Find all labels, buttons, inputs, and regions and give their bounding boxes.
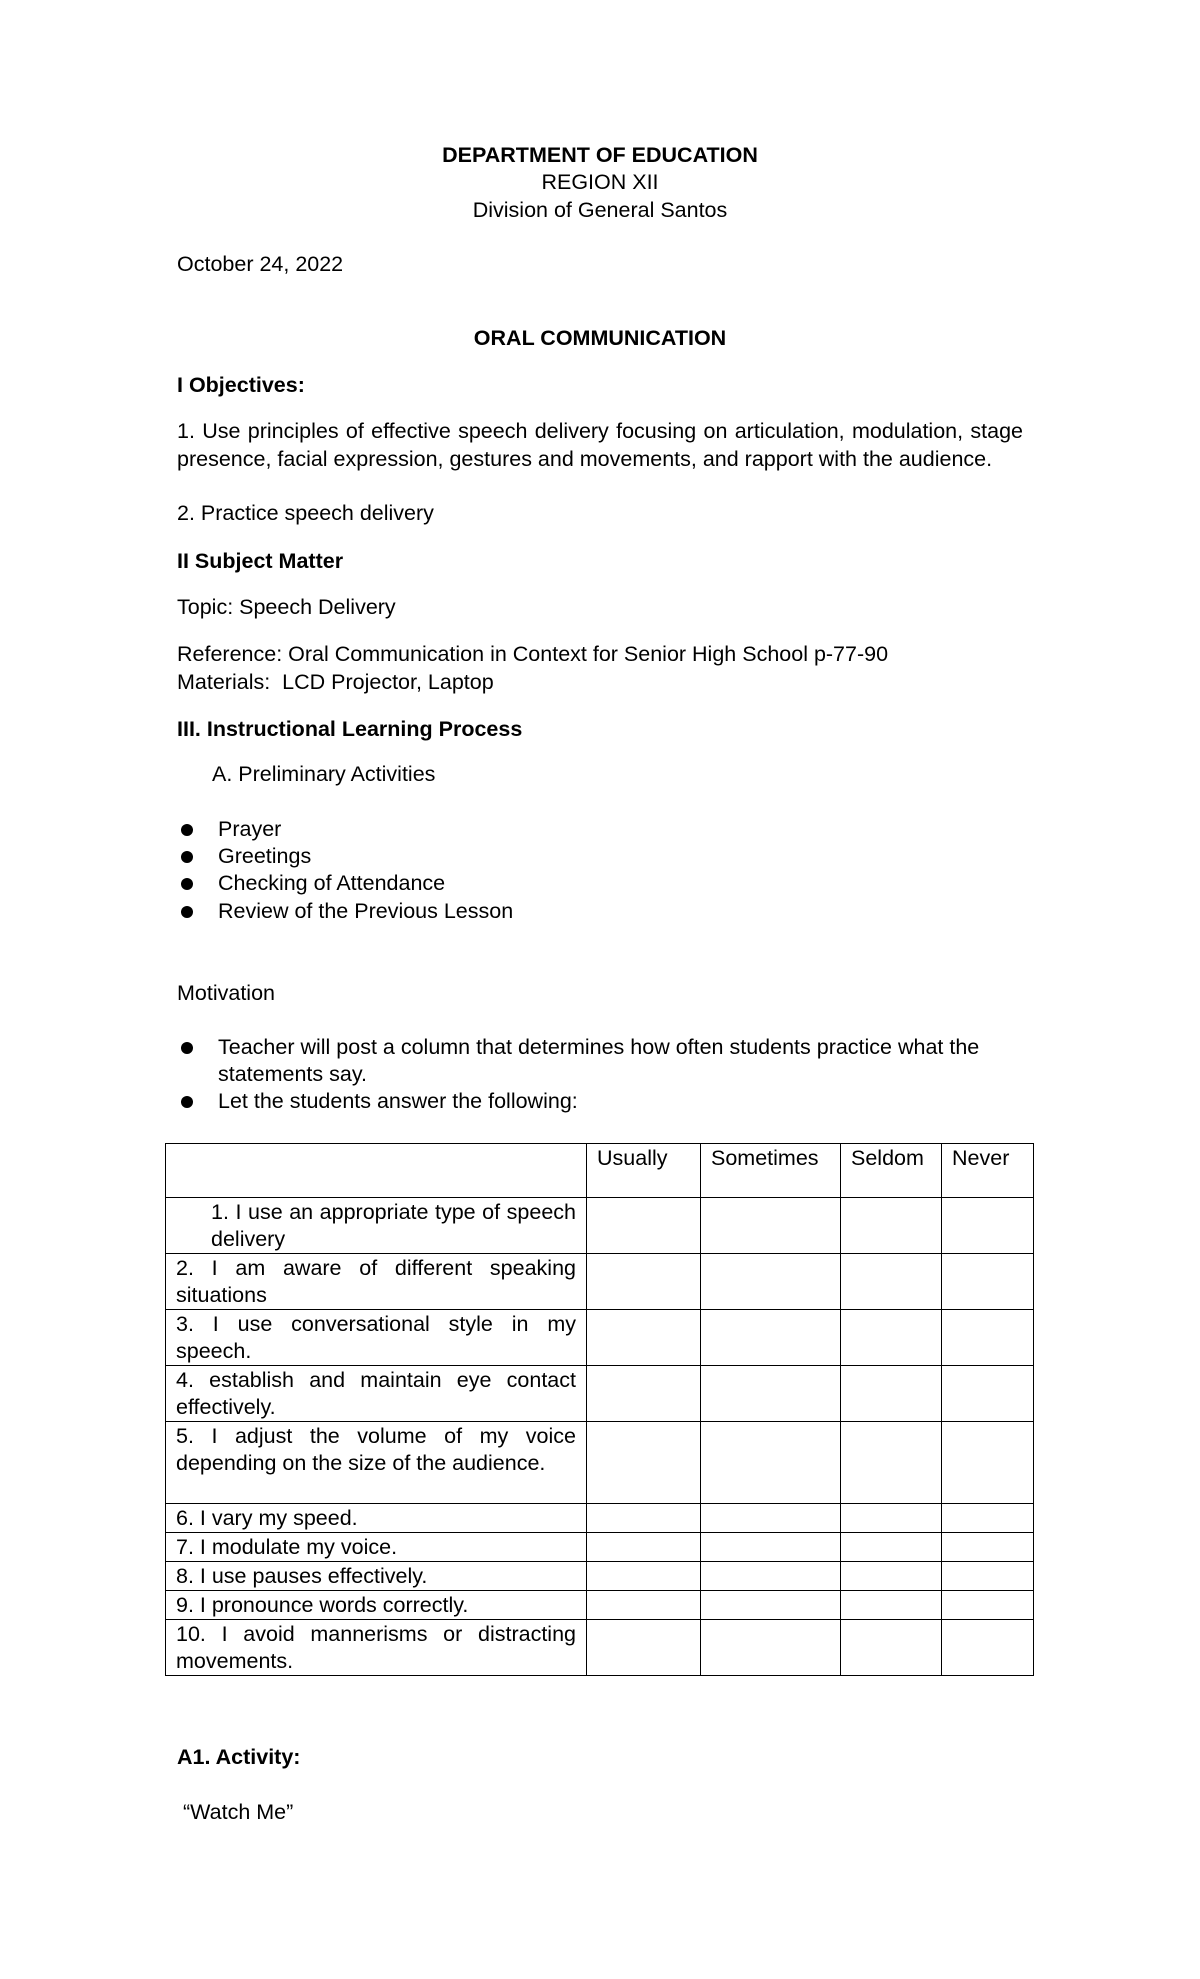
checkbox-cell[interactable] bbox=[841, 1533, 942, 1562]
table-row bbox=[166, 1620, 1034, 1676]
reference: Reference: Oral Communication in Context for Senior High School p-77-90 bbox=[177, 642, 889, 666]
checkbox-cell[interactable] bbox=[942, 1504, 1034, 1533]
table-row bbox=[166, 1591, 1034, 1620]
checkbox-cell[interactable] bbox=[701, 1198, 841, 1254]
column-header: Seldom bbox=[841, 1144, 942, 1198]
checkbox-cell[interactable] bbox=[587, 1591, 701, 1620]
checkbox-cell[interactable] bbox=[942, 1254, 1034, 1310]
checkbox-cell[interactable] bbox=[942, 1533, 1034, 1562]
checkbox-cell[interactable] bbox=[587, 1620, 701, 1676]
topic: Topic: Speech Delivery bbox=[177, 595, 396, 619]
table-row bbox=[166, 1562, 1034, 1591]
table-row bbox=[166, 1366, 1034, 1422]
motivation-heading: Motivation bbox=[177, 981, 275, 1005]
checkbox-cell[interactable] bbox=[587, 1198, 701, 1254]
statement: 5. I adjust the volume of my voice depending on the size of the audience. bbox=[166, 1422, 587, 1504]
column-header: Sometimes bbox=[701, 1144, 841, 1198]
statement: 3. I use conversational style in my speech. bbox=[166, 1310, 587, 1366]
checkbox-cell[interactable] bbox=[701, 1620, 841, 1676]
checkbox-cell[interactable] bbox=[587, 1366, 701, 1422]
checkbox-cell[interactable] bbox=[701, 1562, 841, 1591]
bullet-icon bbox=[181, 906, 193, 918]
list-item: Review of the Previous Lesson bbox=[218, 898, 513, 925]
checkbox-cell[interactable] bbox=[942, 1562, 1034, 1591]
table-row bbox=[166, 1198, 1034, 1254]
checkbox-cell[interactable] bbox=[701, 1422, 841, 1504]
checkbox-cell[interactable] bbox=[587, 1254, 701, 1310]
checkbox-cell[interactable] bbox=[942, 1591, 1034, 1620]
statement: 2. I am aware of different speaking situations bbox=[166, 1254, 587, 1310]
statement: 10. I avoid mannerisms or distracting movements. bbox=[166, 1620, 587, 1676]
division-heading: Division of General Santos bbox=[472, 198, 728, 222]
checkbox-cell[interactable] bbox=[841, 1366, 942, 1422]
list-item: Teacher will post a column that determines how often students practice what the statements say. bbox=[218, 1034, 1024, 1088]
self-assessment-table bbox=[165, 1143, 1034, 1676]
checkbox-cell[interactable] bbox=[701, 1533, 841, 1562]
department-heading: DEPARTMENT OF EDUCATION bbox=[442, 143, 758, 167]
preliminary-heading: A. Preliminary Activities bbox=[212, 762, 436, 786]
bullet-icon bbox=[181, 851, 193, 863]
date: October 24, 2022 bbox=[177, 252, 344, 276]
checkbox-cell[interactable] bbox=[701, 1254, 841, 1310]
table-row bbox=[166, 1422, 1034, 1504]
checkbox-cell[interactable] bbox=[587, 1422, 701, 1504]
checkbox-cell[interactable] bbox=[841, 1504, 942, 1533]
table-header-row bbox=[166, 1144, 1034, 1198]
list-item: Prayer bbox=[218, 816, 281, 843]
region-heading: REGION XII bbox=[541, 170, 659, 194]
list-item: Let the students answer the following: bbox=[218, 1088, 578, 1115]
objective-1: 1. Use principles of effective speech delivery focusing on articulation, modulation, stage presence, facial expression, gestures and movements, and rapport with the audience. bbox=[177, 419, 1023, 471]
list-item: Checking of Attendance bbox=[218, 870, 445, 897]
table-row bbox=[166, 1533, 1034, 1562]
checkbox-cell[interactable] bbox=[942, 1620, 1034, 1676]
checkbox-cell[interactable] bbox=[841, 1310, 942, 1366]
checkbox-cell[interactable] bbox=[701, 1366, 841, 1422]
activity-title: “Watch Me” bbox=[183, 1800, 294, 1824]
checkbox-cell[interactable] bbox=[701, 1310, 841, 1366]
statement: 8. I use pauses effectively. bbox=[166, 1562, 587, 1591]
bullet-icon bbox=[181, 878, 193, 890]
checkbox-cell[interactable] bbox=[587, 1310, 701, 1366]
checkbox-cell[interactable] bbox=[587, 1533, 701, 1562]
checkbox-cell[interactable] bbox=[701, 1591, 841, 1620]
document-title: ORAL COMMUNICATION bbox=[473, 326, 727, 350]
statement: 7. I modulate my voice. bbox=[166, 1533, 587, 1562]
checkbox-cell[interactable] bbox=[841, 1254, 942, 1310]
objectives-heading: I Objectives: bbox=[177, 373, 305, 397]
checkbox-cell[interactable] bbox=[701, 1504, 841, 1533]
bullet-icon bbox=[181, 824, 193, 836]
statement: 6. I vary my speed. bbox=[166, 1504, 587, 1533]
materials: Materials: LCD Projector, Laptop bbox=[177, 670, 494, 694]
checkbox-cell[interactable] bbox=[841, 1620, 942, 1676]
bullet-icon bbox=[181, 1042, 193, 1054]
bullet-icon bbox=[181, 1096, 193, 1108]
statement: 1. I use an appropriate type of speech delivery bbox=[166, 1198, 587, 1254]
checkbox-cell[interactable] bbox=[841, 1591, 942, 1620]
statement: 9. I pronounce words correctly. bbox=[166, 1591, 587, 1620]
activity-heading: A1. Activity: bbox=[177, 1745, 301, 1769]
process-heading: III. Instructional Learning Process bbox=[177, 717, 523, 741]
checkbox-cell[interactable] bbox=[841, 1198, 942, 1254]
checkbox-cell[interactable] bbox=[841, 1562, 942, 1591]
table-row bbox=[166, 1310, 1034, 1366]
table-row bbox=[166, 1254, 1034, 1310]
objective-2: 2. Practice speech delivery bbox=[177, 501, 434, 525]
checkbox-cell[interactable] bbox=[942, 1198, 1034, 1254]
table-row bbox=[166, 1504, 1034, 1533]
checkbox-cell[interactable] bbox=[942, 1422, 1034, 1504]
checkbox-cell[interactable] bbox=[587, 1562, 701, 1591]
column-header: Usually bbox=[587, 1144, 701, 1198]
checkbox-cell[interactable] bbox=[942, 1366, 1034, 1422]
subject-matter-heading: II Subject Matter bbox=[177, 549, 344, 573]
list-item: Greetings bbox=[218, 843, 311, 870]
checkbox-cell[interactable] bbox=[841, 1422, 942, 1504]
statement: 4. establish and maintain eye contact effectively. bbox=[166, 1366, 587, 1422]
checkbox-cell[interactable] bbox=[587, 1504, 701, 1533]
column-header: Never bbox=[942, 1144, 1034, 1198]
checkbox-cell[interactable] bbox=[942, 1310, 1034, 1366]
